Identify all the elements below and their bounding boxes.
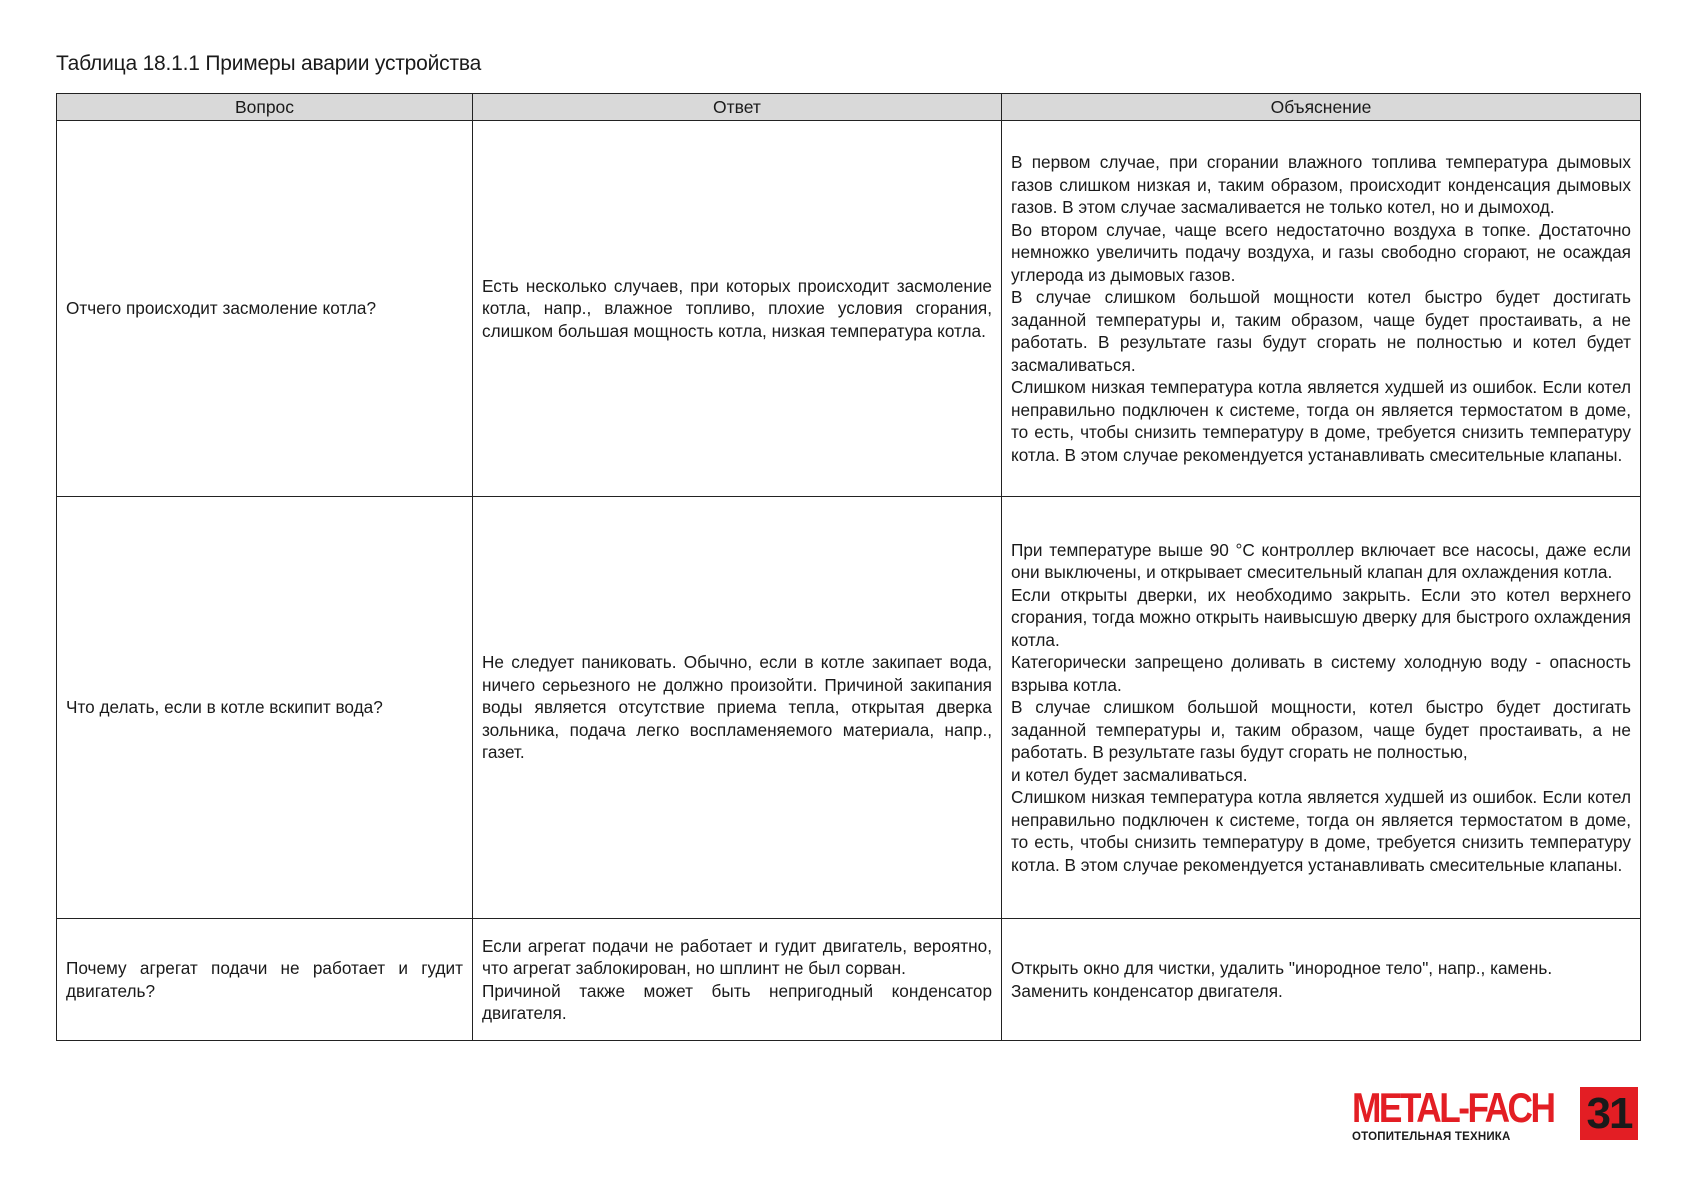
explanation-paragraph: и котел будет засмаливаться. [1011,764,1248,785]
header-explanation: Объяснение [1002,94,1641,121]
brand-logo [1352,1084,1562,1143]
explanation-cell [1002,121,1641,497]
answer-paragraph: Причиной также может быть непригодный конденсатор двигателя. [482,980,992,1023]
question-cell: Почему агрегат подачи не работает и гудит двигатель? [57,919,473,1041]
table-row [57,919,1641,1041]
explanation-paragraph: Открыть окно для чистки, удалить "инородное тело", напр., камень. [1011,958,1553,978]
answer-cell: Не следует паниковать. Обычно, если в котле закипает вода, ничего серьезного не должно произойти. Причиной закипания воды является отсутствие приема тепла, открытая дверка зольника, подача легко воспламеняемого материала, напр., газет. [473,497,1002,919]
header-answer: Ответ [473,94,1002,121]
brand-wordmark: METAL-FACH [1352,1084,1554,1131]
table-row [57,497,1641,919]
explanation-paragraph: Категорически запрещено доливать в систему холодную воду - опасность взрыва котла. [1011,652,1631,695]
explanation-paragraph: В случае слишком большой мощности котел быстро будет достигать заданной температуры и, таким образом, чаще будет простаивать, а не работать. В результате газы будут сгорать не полностью и котел будет засмаливаться. [1011,287,1631,375]
table-row [57,121,1641,497]
explanation-paragraph: В случае слишком большой мощности, котел быстро будет достигать заданной температуры и, таким образом, чаще будет простаивать, а не работать. В результате газы будут сгорать не полностью, [1011,697,1631,763]
question-cell: Отчего происходит засмоление котла? [57,121,473,497]
header-question: Вопрос [57,94,473,121]
page-number: 31 [1580,1087,1638,1140]
table-header-row [57,94,1641,121]
explanation-paragraph: Во втором случае, чаще всего недостаточно воздуха в топке. Достаточно немножко увеличить подачу воздуха, и газы свободно сгорают, не осаждая углерода из дымовых газов. [1011,219,1631,285]
explanation-paragraph: При температуре выше 90 °С контроллер включает все насосы, даже если они выключены, и открывает смесительный клапан для охлаждения котла. [1011,539,1631,583]
explanation-paragraph: Слишком низкая температура котла является худшей из ошибок. Если котел неправильно подключен к системе, тогда он является термостатом в доме, то есть, чтобы снизить температуру в доме, требуется снизить температуру котла. В этом случае рекомендуется устанавливать смесительные клапаны. [1011,377,1631,465]
brand-tagline: ОТОПИТЕЛЬНАЯ ТЕХНИКА [1352,1131,1511,1143]
explanation-paragraph: Если открыты дверки, их необходимо закрыть. Если это котел верхнего сгорания, тогда можно открыть наивысшую дверку для быстрого охлаждения котла. [1011,584,1631,650]
faults-table [56,93,1641,1041]
table-caption: Таблица 18.1.1 Примеры аварии устройства [56,52,482,75]
explanation-paragraph: Заменить конденсатор двигателя. [1011,980,1283,1001]
answer-cell [473,919,1002,1041]
explanation-cell [1002,919,1641,1041]
explanation-paragraph: В первом случае, при сгорании влажного топлива температура дымовых газов слишком низкая и, таким образом, происходит конденсация дымовых газов. В этом случае засмаливается не только котел, но и дымоход. [1011,152,1631,217]
answer-cell: Есть несколько случаев, при которых происходит засмоление котла, напр., влажное топливо, плохие условия сгорания, слишком большая мощность котла, низкая температура котла. [473,121,1002,497]
explanation-paragraph: Слишком низкая температура котла является худшей из ошибок. Если котел неправильно подключен к системе, тогда он является термостатом в доме, то есть, чтобы снизить температуру в доме, требуется снизить температуру котла. В этом случае рекомендуется устанавливать смесительные клапаны. [1011,787,1631,875]
explanation-cell [1002,497,1641,919]
answer-paragraph: Если агрегат подачи не работает и гудит двигатель, вероятно, что агрегат заблокирован, но шплинт не был сорван. [482,935,992,978]
question-cell: Что делать, если в котле вскипит вода? [57,497,473,919]
